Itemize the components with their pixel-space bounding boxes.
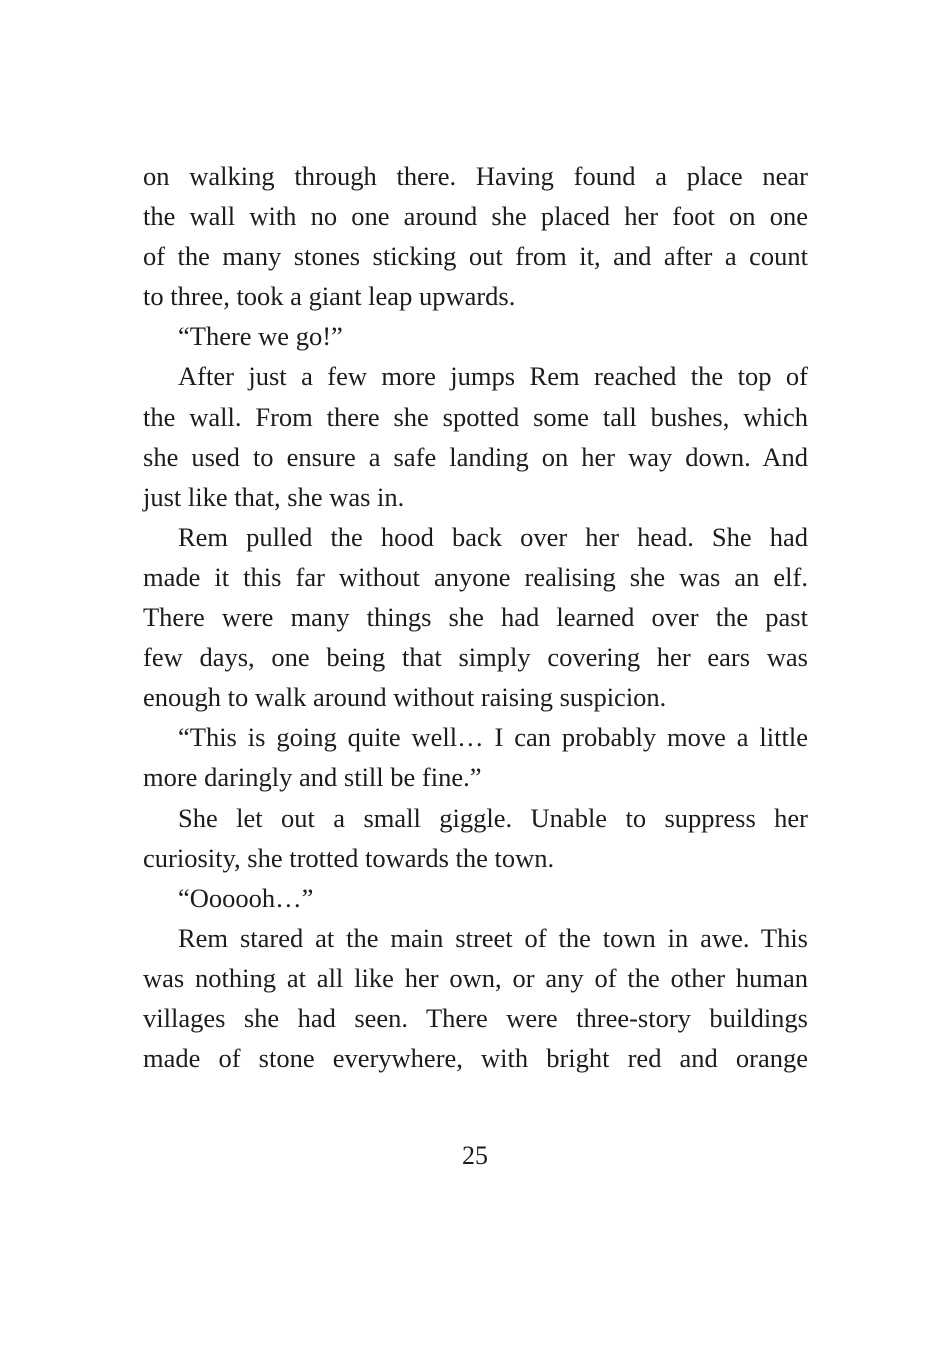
- text-line: enough to walk around without raising suspicion.: [143, 682, 667, 713]
- text-line: There were many things she had learned over the past: [143, 602, 808, 633]
- text-line: the wall. From there she spotted some tall bushes, which: [143, 401, 808, 432]
- text-line: made of stone everywhere, with bright red and orange: [143, 1043, 808, 1074]
- text-line: “There we go!”: [178, 321, 343, 352]
- text-line: few days, one being that simply covering her ears was: [143, 642, 808, 673]
- text-line: “Oooooh…”: [178, 882, 314, 913]
- text-line: made it this far without anyone realising she was an elf.: [143, 561, 808, 592]
- text-line: was nothing at all like her own, or any of the other human: [143, 962, 808, 993]
- text-line: to three, took a giant leap upwards.: [143, 281, 516, 312]
- text-line: After just a few more jumps Rem reached the top of: [178, 361, 808, 392]
- text-line: the wall with no one around she placed her foot on one: [143, 201, 808, 232]
- page-number: 25: [462, 1141, 488, 1170]
- text-line: “This is going quite well… I can probably move a little: [178, 722, 808, 753]
- text-line: more daringly and still be fine.”: [143, 762, 482, 793]
- text-line: of the many stones sticking out from it, and after a count: [143, 241, 808, 272]
- text-line: She let out a small giggle. Unable to suppress her: [178, 802, 808, 833]
- text-line: she used to ensure a safe landing on her way down. And: [143, 441, 808, 472]
- text-line: curiosity, she trotted towards the town.: [143, 842, 555, 873]
- text-line: Rem stared at the main street of the town in awe. This: [178, 922, 808, 953]
- text-line: Rem pulled the hood back over her head. She had: [178, 521, 808, 552]
- text-line: on walking through there. Having found a place near: [143, 161, 808, 191]
- text-line: just like that, she was in.: [143, 481, 405, 512]
- body-text: [143, 156, 808, 1078]
- text-line: villages she had seen. There were three-story buildings: [143, 1002, 808, 1033]
